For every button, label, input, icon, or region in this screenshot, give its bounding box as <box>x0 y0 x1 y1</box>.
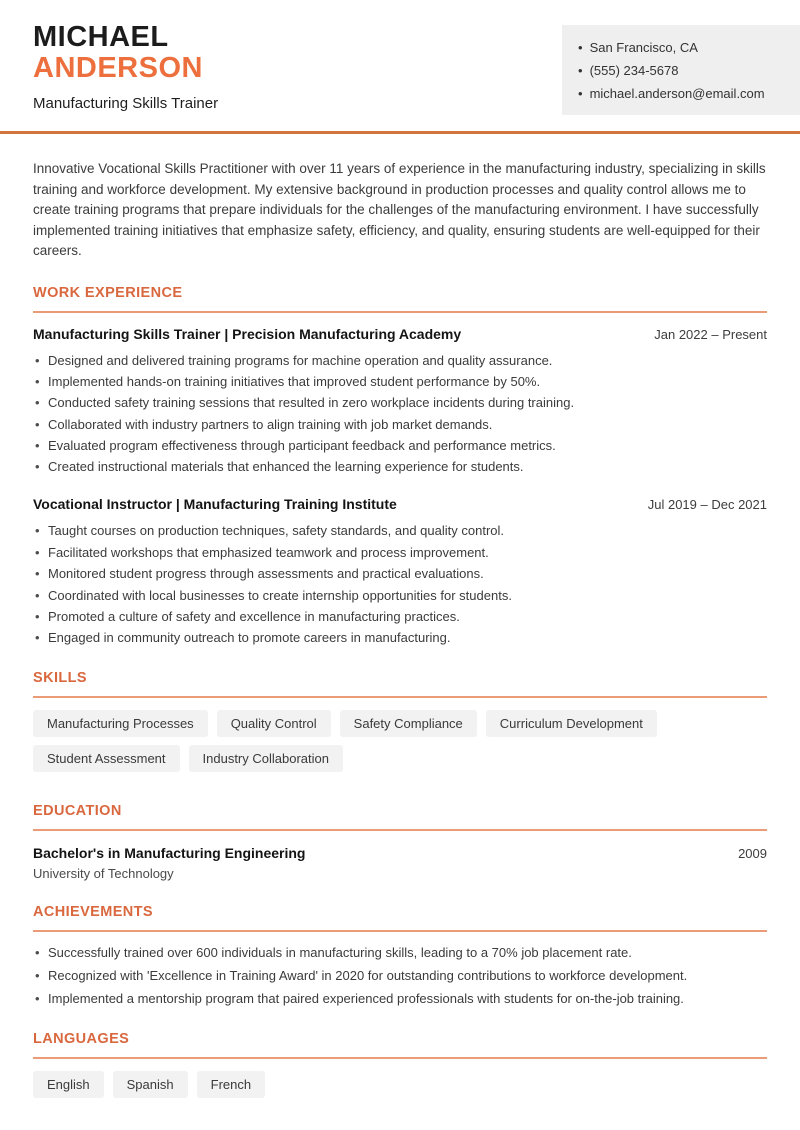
header <box>0 0 800 134</box>
job-bullet-list <box>33 352 767 477</box>
achievements-heading: ACHIEVEMENTS <box>33 904 767 932</box>
contact-email <box>578 82 784 105</box>
achievement-bullet: • Recognized with 'Excellence in Training Award' in 2020 for outstanding contributions to workforce development. <box>33 967 767 985</box>
education-entry <box>33 845 767 861</box>
job-bullet: • Collaborated with industry partners to align training with job market demands. <box>33 416 767 434</box>
job-bullet-list <box>33 522 767 647</box>
skills-heading: SKILLS <box>33 670 767 698</box>
achievement-bullet: • Implemented a mentorship program that paired experienced professionals with students for on-the-job training. <box>33 990 767 1008</box>
work-experience-heading: WORK EXPERIENCE <box>33 285 767 313</box>
job-title: Vocational Instructor | Manufacturing Training Institute <box>33 496 397 513</box>
job-bullet: • Designed and delivered training programs for machine operation and quality assurance. <box>33 352 767 370</box>
skill-tag: Safety Compliance <box>340 710 477 737</box>
first-name: MICHAEL <box>33 21 169 53</box>
language-tag: Spanish <box>113 1071 188 1098</box>
job-bullet: • Engaged in community outreach to promote careers in manufacturing. <box>33 629 767 647</box>
achievements-list <box>33 944 767 1008</box>
job-header <box>33 496 767 512</box>
job-bullet: • Implemented hands-on training initiatives that improved student performance by 50%. <box>33 373 767 391</box>
job-entry <box>33 326 767 477</box>
section-skills <box>33 670 767 780</box>
skill-tag: Industry Collaboration <box>189 745 343 772</box>
bullet-icon: • <box>578 86 583 101</box>
job-dates: Jul 2019 – Dec 2021 <box>647 497 767 513</box>
job-bullet: • Created instructional materials that enhanced the learning experience for students. <box>33 458 767 476</box>
skill-tag: Student Assessment <box>33 745 180 772</box>
language-tag: French <box>197 1071 265 1098</box>
education-degree: Bachelor's in Manufacturing Engineering <box>33 845 306 862</box>
job-title: Manufacturing Skills Trainer | Precision Manufacturing Academy <box>33 325 462 342</box>
contact-location <box>578 36 784 59</box>
languages-tag-row <box>33 1071 767 1106</box>
section-education <box>33 803 767 881</box>
job-bullet: • Monitored student progress through assessments and practical evaluations. <box>33 565 767 583</box>
job-bullet: • Coordinated with local businesses to create internship opportunities for students. <box>33 587 767 605</box>
skill-tag: Curriculum Development <box>486 710 657 737</box>
job-subtitle: Manufacturing Skills Trainer <box>33 95 219 112</box>
languages-heading: LANGUAGES <box>33 1031 767 1059</box>
job-bullet: • Promoted a culture of safety and excellence in manufacturing practices. <box>33 608 767 626</box>
job-bullet: • Facilitated workshops that emphasized teamwork and process improvement. <box>33 544 767 562</box>
last-name: ANDERSON <box>33 52 203 84</box>
summary-paragraph: Innovative Vocational Skills Practitioner with over 11 years of experience in the manufacturing industry, specializing in skills training and workforce development. My extensive background in production processes and quality control allows me to create training programs that prepare individuals for the challenges of the manufacturing environment. I have successfully implemented training initiatives that emphasize safety, efficiency, and quality, ensuring students are well-equipped for their careers. <box>33 161 766 258</box>
skills-tag-row <box>33 710 767 780</box>
education-year: 2009 <box>738 846 767 862</box>
section-achievements <box>33 904 767 1008</box>
name-block <box>33 22 218 112</box>
job-dates: Jan 2022 – Present <box>654 326 767 342</box>
contact-card <box>562 25 800 115</box>
achievement-bullet: • Successfully trained over 600 individuals in manufacturing skills, leading to a 70% job placement rate. <box>33 944 767 962</box>
skill-tag: Manufacturing Processes <box>33 710 208 737</box>
resume-body <box>0 159 800 1106</box>
education-school: University of Technology <box>33 866 174 882</box>
bullet-icon: • <box>578 63 583 78</box>
skill-tag: Quality Control <box>217 710 331 737</box>
job-bullet: • Conducted safety training sessions that resulted in zero workplace incidents during training. <box>33 394 767 412</box>
contact-location-text: San Francisco, CA <box>589 40 698 55</box>
job-entry <box>33 496 767 647</box>
contact-email-text: michael.anderson@email.com <box>589 86 765 101</box>
education-heading: EDUCATION <box>33 803 767 831</box>
job-header <box>33 326 767 342</box>
language-tag: English <box>33 1071 104 1098</box>
section-languages <box>33 1031 767 1106</box>
bullet-icon: • <box>578 40 583 55</box>
section-work-experience <box>33 285 767 648</box>
job-bullet: • Evaluated program effectiveness through participant feedback and performance metrics. <box>33 437 767 455</box>
contact-phone-text: (555) 234-5678 <box>589 63 679 78</box>
contact-phone <box>578 59 784 82</box>
job-bullet: • Taught courses on production techniques, safety standards, and quality control. <box>33 522 767 540</box>
